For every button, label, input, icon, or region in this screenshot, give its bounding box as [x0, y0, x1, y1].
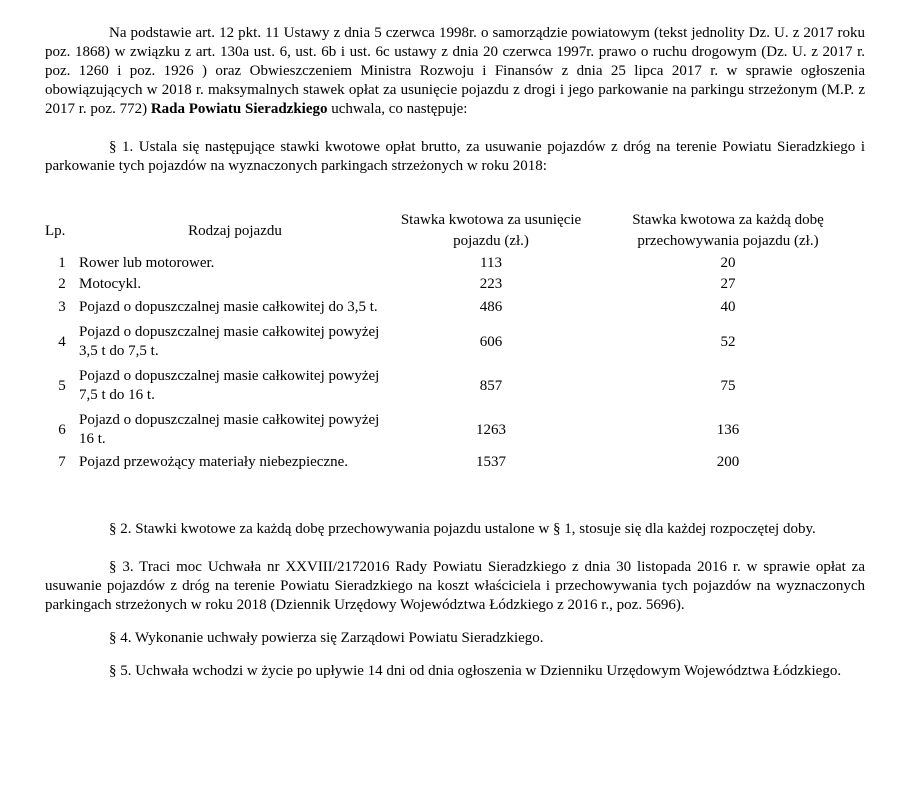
- row-storage-rate: 75: [720, 377, 736, 394]
- row-vehicle-type: Pojazd o dopuszczalnej masie całkowitej powyżej 3,5 t do 7,5 t.: [79, 324, 380, 359]
- row-removal-rate: 857: [479, 377, 503, 394]
- removal-rate-header-line2: pojazdu (zł.): [453, 233, 529, 249]
- section-5-paragraph: § 5. Uchwała wchodzi w życie po upływie 14 dni od dnia ogłoszenia w Dzienniku Urzędowym Województwa Łódzkiego.: [109, 663, 842, 679]
- column-header-vehicle-type: Rodzaj pojazdu: [188, 222, 282, 239]
- table-row: [45, 320, 865, 364]
- storage-rate-header-line2: przechowywania pojazdu (zł.): [637, 233, 819, 249]
- row-removal-rate: 1537: [476, 454, 506, 470]
- column-header-storage-rate: [591, 209, 865, 253]
- table-row: [45, 364, 865, 408]
- section-3-paragraph: § 3. Traci moc Uchwała nr XXVIII/2172016 Rady Powiatu Sieradzkiego z dnia 30 listopada 2016 r. w sprawie opłat za usuwanie pojazdów z dróg na terenie Powiatu Sieradzkiego na koszt właściciela i przechowywania tych pojazdów na wyznaczonych parkingach strzeżonych w roku 2018 (Dziennik Urzędowy Województwa Łódzkiego z 2016 r., poz. 5696).: [45, 559, 865, 613]
- row-lp: 1: [58, 255, 66, 271]
- row-storage-rate: 20: [720, 255, 736, 271]
- row-storage-rate: 40: [720, 299, 736, 315]
- row-vehicle-type: Pojazd o dopuszczalnej masie całkowitej do 3,5 t.: [79, 299, 378, 315]
- table-row: [45, 274, 865, 295]
- section-1-paragraph: § 1. Ustala się następujące stawki kwotowe opłat brutto, za usuwanie pojazdów z dróg na terenie Powiatu Sieradzkiego i parkowanie tych pojazdów na wyznaczonych parkingach strzeżonych w roku 2018:: [45, 139, 865, 174]
- table-row: [45, 253, 865, 274]
- row-lp: 2: [58, 276, 66, 292]
- row-vehicle-type: Pojazd przewożący materiały niebezpieczne.: [79, 454, 349, 470]
- row-removal-rate: 223: [479, 276, 503, 292]
- row-storage-rate: 200: [716, 454, 740, 470]
- row-storage-rate: 52: [720, 333, 736, 350]
- row-storage-rate: 136: [716, 421, 740, 438]
- row-vehicle-type: Pojazd o dopuszczalnej masie całkowitej powyżej 16 t.: [79, 412, 380, 447]
- row-lp: 6: [58, 421, 66, 438]
- row-lp: 3: [58, 299, 66, 315]
- row-removal-rate: 113: [480, 255, 502, 271]
- storage-rate-header-line1: Stawka kwotowa za każdą dobę: [632, 212, 824, 228]
- row-removal-rate: 606: [479, 333, 503, 350]
- removal-rate-header-line1: Stawka kwotowa za usunięcie: [400, 212, 582, 228]
- table-row: [45, 408, 865, 452]
- row-vehicle-type: Rower lub motorower.: [79, 255, 215, 271]
- row-lp: 5: [58, 377, 66, 394]
- row-vehicle-type: Pojazd o dopuszczalnej masie całkowitej powyżej 7,5 t do 16 t.: [79, 368, 380, 403]
- table-row: [45, 452, 865, 473]
- row-vehicle-type: Motocykl.: [79, 276, 142, 292]
- row-lp: 4: [58, 333, 66, 350]
- row-removal-rate: 486: [479, 299, 503, 315]
- row-removal-rate: 1263: [476, 421, 506, 438]
- legal-basis-paragraph: [45, 24, 865, 119]
- rates-table: [45, 209, 865, 473]
- row-lp: 7: [58, 454, 66, 470]
- column-header-removal-rate: [391, 209, 591, 253]
- column-header-lp: Lp.: [45, 222, 66, 239]
- row-storage-rate: 27: [720, 276, 736, 292]
- council-name-bold: Rada Powiatu Sieradzkiego: [150, 101, 328, 117]
- legal-basis-text: Na podstawie art. 12 pkt. 11 Ustawy z dnia 5 czerwca 1998r. o samorządzie powiatowym (tekst jednolity Dz. U. z 2017 roku poz. 1868) w związku z art. 130a ust. 6, ust. 6b i ust. 6c ustawy z dnia 20 czerwca 1997r. prawo o ruchu drogowym (Dz. U. z 2017 r. poz. 1260 i poz. 1926 ) oraz Obwieszczeniem Ministra Rozwoju i Finansów z dnia 25 lipca 2017 r. w sprawie ogłoszenia obowiązujących w 2018 r. maksymalnych stawek opłat za usunięcie pojazdu z drogi i jego parkowanie na parkingu strzeżonym (M.P. z 2017 r. poz. 772): [45, 25, 865, 117]
- section-2-paragraph: § 2. Stawki kwotowe za każdą dobę przechowywania pojazdu ustalone w § 1, stosuje się dla każdej rozpoczętej doby.: [109, 521, 816, 537]
- table-header-row: [45, 209, 865, 253]
- legal-basis-tail: uchwala, co następuje:: [327, 101, 468, 117]
- table-row: [45, 295, 865, 320]
- section-4-paragraph: § 4. Wykonanie uchwały powierza się Zarządowi Powiatu Sieradzkiego.: [109, 630, 544, 646]
